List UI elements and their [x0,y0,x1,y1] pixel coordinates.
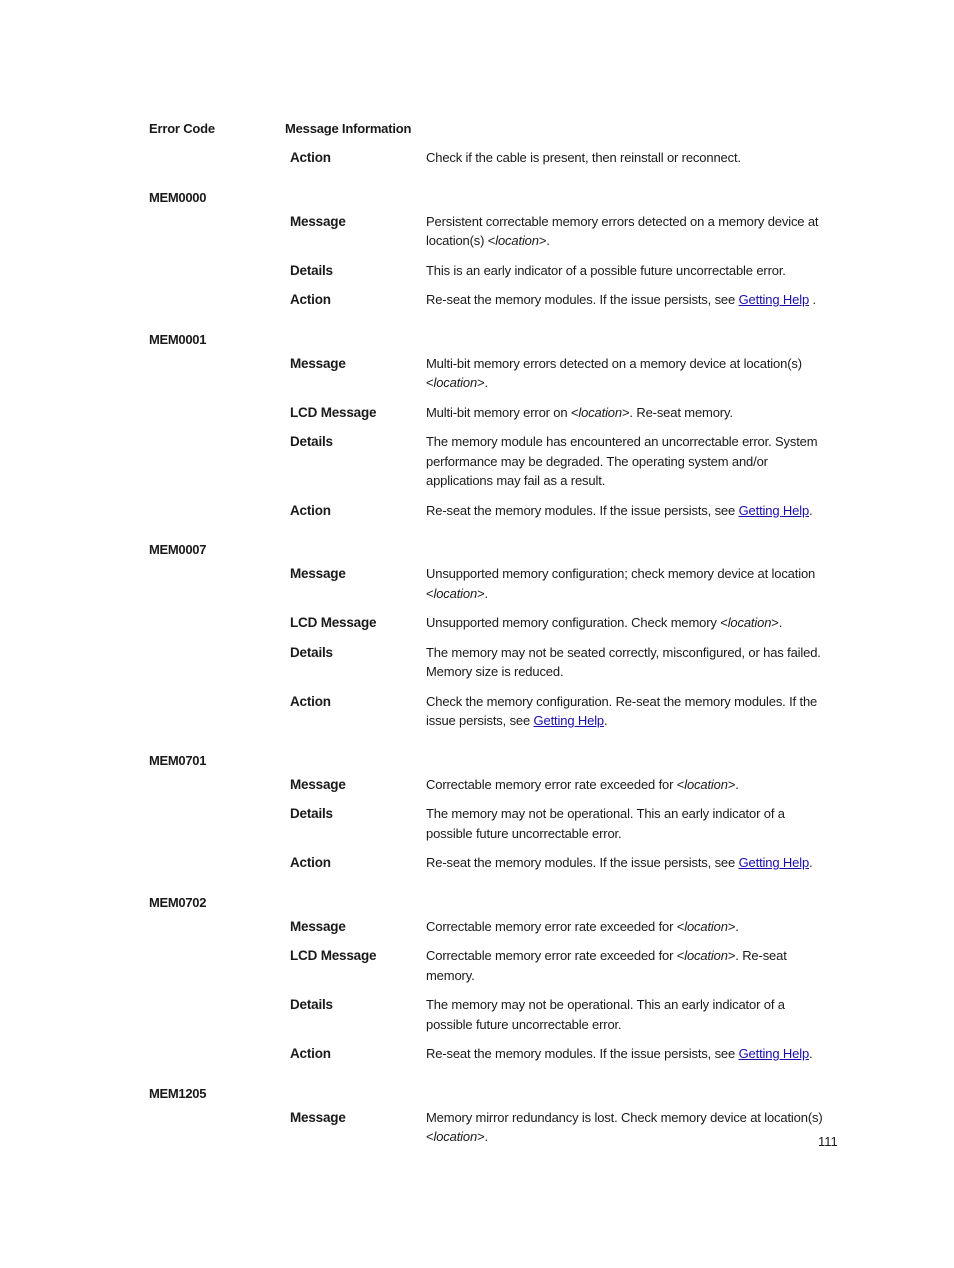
text-span: >. Re-seat memory. [426,948,787,983]
message-information [290,775,835,873]
text-span: Multi-bit memory error on < [426,404,579,420]
info-label: Action [290,150,331,165]
text-span: Check the memory configuration. Re-seat the memory modules. If the issue persists, see [426,693,818,728]
text-span: Multi-bit memory errors detected on a memory device at location(s) < [426,355,802,390]
getting-help-link[interactable]: Getting Help [738,292,810,307]
info-row [290,643,835,682]
text-span: >. Re-seat memory. [621,404,733,420]
info-row [290,946,835,985]
getting-help-link[interactable]: Getting Help [738,1046,810,1061]
location-placeholder: location [495,233,539,248]
text-span: >. [477,585,488,601]
location-placeholder: location [578,404,622,420]
info-label: LCD Message [290,948,377,963]
info-row [290,692,835,731]
info-row [290,564,835,603]
info-label: Message [290,213,346,229]
text-span: >. [477,375,488,390]
info-row [290,917,835,937]
text-span: Re-seat the memory modules. If the issue persists, see [426,1046,739,1061]
text-span: >. [538,233,550,248]
info-label: Message [290,776,346,792]
info-row [290,403,835,423]
info-text [426,1044,831,1064]
info-text [426,501,831,521]
error-code: MEM0007 [149,542,207,557]
info-text [426,613,831,633]
location-placeholder: location [433,585,478,601]
info-text [426,432,831,491]
error-code-block [0,1086,954,1147]
info-row [290,212,835,251]
info-row [290,853,835,873]
text-span: >. [771,615,783,630]
info-label: Action [290,855,331,870]
getting-help-link[interactable]: Getting Help [533,713,605,728]
info-label: Details [290,997,333,1012]
info-row [290,804,835,843]
info-text [426,995,831,1034]
error-code: MEM0000 [149,189,207,205]
getting-help-link[interactable]: Getting Help [738,502,810,518]
text-span: Unsupported memory configuration; check memory device at location < [426,566,816,601]
info-row [290,148,835,168]
info-row [290,290,835,310]
error-code-block [0,190,954,310]
text-span: Persistent correctable memory errors detected on a memory device at location(s) < [426,213,819,248]
text-span: The memory may not be seated correctly, misconfigured, or has failed. Memory size is reduced. [426,644,821,679]
info-row [290,1108,835,1147]
info-text [426,403,831,423]
info-label: Action [290,292,331,307]
text-span: . [809,292,816,307]
info-label: Action [290,1046,331,1061]
text-span: >. [727,918,739,934]
info-row [290,995,835,1034]
getting-help-link[interactable]: Getting Help [738,855,810,870]
text-span: Unsupported memory configuration. Check memory < [426,615,728,630]
info-text [426,853,831,873]
location-placeholder: location [727,615,772,630]
info-text [426,564,831,603]
text-span: The memory may not be operational. This an early indicator of a possible future uncorrectable error. [426,806,785,841]
text-span: Correctable memory error rate exceeded for < [426,948,685,963]
page-number: 111 [818,1134,838,1149]
table-header [0,121,954,139]
info-row [290,613,835,633]
error-code: MEM1205 [149,1085,207,1101]
message-information [290,917,835,1064]
message-information [290,564,835,731]
error-code-list [0,148,954,1157]
info-label: Details [290,806,333,821]
info-text [426,212,831,251]
text-span: Check if the cable is present, then reinstall or reconnect. [426,150,741,165]
text-span: . [809,855,813,870]
location-placeholder: location [684,918,728,934]
header-message-information: Message Information [285,121,412,136]
info-text [426,692,831,731]
error-code: MEM0702 [149,894,207,910]
text-span: . [809,502,813,518]
text-span: Re-seat the memory modules. If the issue persists, see [426,855,739,870]
info-text [426,804,831,843]
location-placeholder: location [684,776,728,792]
info-label: Message [290,355,346,371]
info-label: LCD Message [290,404,377,420]
info-text [426,643,831,682]
error-code-block [0,753,954,873]
message-information [290,1108,835,1147]
text-span: . [604,713,608,728]
info-row [290,354,835,393]
location-placeholder: location [684,948,728,963]
info-label: Details [290,434,333,449]
message-information [290,212,835,310]
error-code: MEM0001 [149,331,207,347]
info-row [290,501,835,521]
info-text [426,261,831,281]
error-code-block [0,895,954,1064]
text-span: The memory may not be operational. This an early indicator of a possible future uncorrectable error. [426,997,785,1032]
error-code-block [0,332,954,521]
text-span: This is an early indicator of a possible future uncorrectable error. [426,262,786,278]
text-span: Re-seat the memory modules. If the issue persists, see [426,292,739,307]
message-information [290,148,835,168]
info-text [426,775,831,795]
text-span: The memory module has encountered an uncorrectable error. System performance may be degraded. The operating system and/or applications may fail as a result. [426,434,818,488]
text-span: >. [477,1129,488,1144]
error-code-block [0,542,954,731]
info-text [426,917,831,937]
info-row [290,261,835,281]
info-row [290,1044,835,1064]
info-text [426,354,831,393]
info-label: LCD Message [290,615,377,630]
info-label: Details [290,262,333,278]
info-text [426,1108,831,1147]
info-text [426,290,831,310]
info-label: Message [290,1109,346,1125]
info-text [426,148,831,168]
info-label: Details [290,644,333,660]
location-placeholder: location [433,1129,478,1144]
location-placeholder: location [433,375,478,390]
text-span: . [809,1046,813,1061]
error-code: MEM0701 [149,752,207,768]
info-text [426,946,831,985]
message-information [290,354,835,521]
error-code-block [0,148,954,168]
info-row [290,432,835,491]
text-span: >. [727,776,739,792]
text-span: Re-seat the memory modules. If the issue persists, see [426,502,739,518]
info-row [290,775,835,795]
text-span: Correctable memory error rate exceeded for < [426,918,685,934]
info-label: Message [290,566,346,581]
text-span: Memory mirror redundancy is lost. Check memory device at location(s) < [426,1109,823,1144]
info-label: Message [290,918,346,934]
info-label: Action [290,502,331,518]
header-error-code: Error Code [149,121,215,136]
text-span: Correctable memory error rate exceeded for < [426,776,685,792]
info-label: Action [290,693,331,709]
